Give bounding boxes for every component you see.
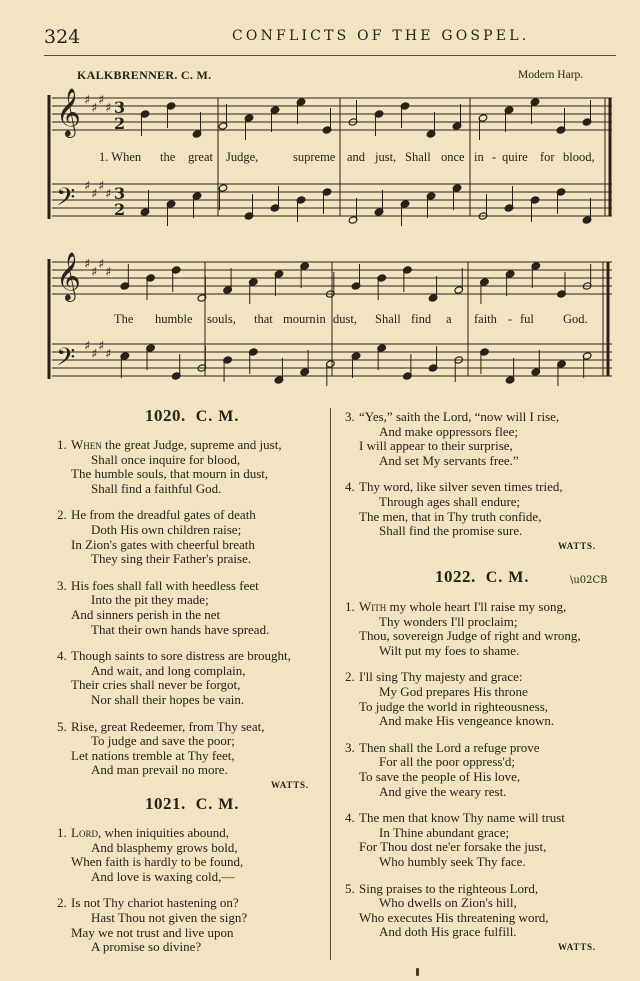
verse bbox=[345, 670, 554, 728]
lyric-word: great bbox=[188, 150, 213, 164]
system-1-bass-key-sharp: ♯ bbox=[84, 179, 91, 194]
lyric-word: Judge, bbox=[226, 150, 259, 164]
verse-line bbox=[345, 454, 559, 469]
verse-text: And blasphemy grows bold, bbox=[91, 839, 238, 855]
system-1-bass-key-sharp: ♯ bbox=[91, 187, 98, 202]
verse-number: 2. bbox=[345, 669, 355, 685]
verse-text: My God prepares His throne bbox=[379, 683, 528, 699]
lyric-word: Shall bbox=[405, 150, 431, 164]
system-2-treble-key-sharp: ♯ bbox=[84, 257, 91, 272]
verse-line bbox=[57, 870, 243, 885]
lyric-word: 1. When bbox=[99, 150, 142, 164]
system-1-treble-time-top: 3 bbox=[114, 98, 126, 117]
verse-line bbox=[57, 467, 282, 482]
verse-line bbox=[57, 826, 243, 841]
lyric-word: ful bbox=[520, 312, 534, 326]
verse-line bbox=[57, 664, 291, 679]
print-mark-bottom bbox=[416, 968, 419, 976]
hymn-author: WATTS. bbox=[558, 942, 596, 952]
verse bbox=[57, 438, 282, 496]
verse-text: His foes shall fall with heedless feet bbox=[71, 577, 259, 593]
verse-text: And love is waxing cold,— bbox=[91, 868, 235, 884]
verse-number: 3. bbox=[345, 409, 355, 424]
verse-first-word: When bbox=[71, 437, 102, 452]
verse-line bbox=[345, 615, 581, 630]
running-title: CONFLICTS OF THE GOSPEL. bbox=[232, 28, 530, 44]
verse-text: my whole heart I'll raise my song, bbox=[389, 599, 567, 614]
system-1-treble-key-sharp: ♯ bbox=[84, 93, 91, 108]
verse-text: Nor shall their hopes be vain. bbox=[91, 691, 245, 707]
verse-number: 4. bbox=[345, 479, 355, 495]
verse-text: “Yes,” saith the Lord, “now will I rise, bbox=[359, 409, 560, 424]
system-2-bass-key-sharp: ♯ bbox=[91, 347, 98, 362]
verse-line bbox=[57, 579, 269, 594]
lyric-word: humble bbox=[155, 312, 193, 326]
verse-text: Shall once inquire for blood, bbox=[91, 451, 241, 467]
hymn-meter: C. M. bbox=[195, 796, 240, 813]
verse-text: And set My servants free.” bbox=[379, 452, 519, 468]
bass-clef-icon: 𝄢 bbox=[56, 183, 76, 218]
verse-text: May we not trust and live upon bbox=[71, 924, 234, 940]
hymn-number: 1022. bbox=[435, 567, 476, 586]
lyric-word: supreme bbox=[293, 150, 336, 164]
verse-line bbox=[57, 896, 247, 911]
verse bbox=[345, 811, 565, 869]
verse-text: When faith is hardly to be found, bbox=[71, 854, 244, 870]
system-2-bass-key-sharp: ♯ bbox=[84, 339, 91, 354]
verse-line bbox=[57, 538, 256, 553]
verse-line bbox=[345, 911, 549, 926]
lyric-word: the bbox=[160, 150, 176, 164]
verse-text: Sing praises to the righteous Lord, bbox=[359, 880, 539, 896]
verse-text: Doth His own children raise; bbox=[91, 521, 242, 537]
page-number: 324 bbox=[44, 26, 81, 48]
print-mark: \u02CB bbox=[570, 575, 608, 586]
system-2-bass-key-sharp: ♯ bbox=[98, 339, 105, 354]
verse-text: Their cries shall never be forgot, bbox=[71, 677, 241, 693]
verse-text: Shall find a faithful God. bbox=[91, 480, 222, 496]
verse-line bbox=[57, 623, 269, 638]
verse-line bbox=[345, 855, 565, 870]
verse-line bbox=[345, 770, 539, 785]
verse-line bbox=[345, 439, 559, 454]
verse-first-word: Lord, bbox=[71, 825, 102, 840]
system-1-bass-key-sharp: ♯ bbox=[98, 179, 105, 194]
hymn-author: WATTS. bbox=[271, 780, 309, 790]
verse-text: In Zion's gates with cheerful breath bbox=[71, 536, 255, 552]
verse bbox=[57, 896, 247, 954]
system-1-bass-key-sharp: ♯ bbox=[105, 187, 112, 202]
system-1-treble-key-sharp: ♯ bbox=[105, 101, 112, 116]
verse-line bbox=[345, 510, 563, 525]
verse-line bbox=[345, 755, 539, 770]
verse-text: And sinners perish in the net bbox=[71, 606, 221, 622]
verse-text: Then shall the Lord a refuge prove bbox=[359, 739, 540, 755]
system-2-treble-key-sharp: ♯ bbox=[105, 265, 112, 280]
lyric-word: The bbox=[114, 312, 134, 326]
verse-line bbox=[57, 508, 256, 523]
verse-number: 2. bbox=[57, 507, 67, 523]
verse-text: The men, that in Thy truth confide, bbox=[359, 508, 542, 524]
lyric-word: blood, bbox=[563, 150, 595, 164]
lyric-word: just, bbox=[375, 150, 397, 164]
lyric-word: souls, bbox=[207, 312, 236, 326]
verse-text: Into the pit they made; bbox=[91, 592, 209, 608]
verse-line bbox=[57, 734, 264, 749]
bass-clef-icon: 𝄢 bbox=[56, 343, 76, 378]
verse-number: 4. bbox=[57, 648, 67, 664]
verse-text: Wilt put my foes to shame. bbox=[379, 642, 520, 658]
system-1-bass-time-top: 3 bbox=[114, 184, 126, 203]
verse bbox=[57, 579, 269, 637]
treble-clef-icon: 𝄞 bbox=[56, 87, 81, 136]
verse-number: 5. bbox=[345, 880, 355, 896]
verse-text: To save the people of His love, bbox=[359, 768, 521, 784]
hymn-meter: C. M. bbox=[485, 569, 530, 586]
lyric-word: once bbox=[441, 150, 465, 164]
verse-line bbox=[345, 524, 563, 539]
verse-text: Who executes His threatening word, bbox=[359, 909, 549, 925]
verse-text: And man prevail no more. bbox=[91, 762, 228, 778]
hymn-heading bbox=[145, 406, 239, 426]
verse-text: And make His vengeance known. bbox=[379, 713, 555, 729]
verse-line bbox=[345, 925, 549, 940]
verse-line bbox=[57, 482, 282, 497]
verse-text: Shall find the promise sure. bbox=[379, 523, 523, 539]
verse-number: 4. bbox=[345, 810, 355, 826]
verse-number: 3. bbox=[345, 739, 355, 755]
system-2-treble-key-sharp: ♯ bbox=[98, 257, 105, 272]
tune-source: Modern Harp. bbox=[518, 69, 584, 81]
verse-line bbox=[345, 670, 554, 685]
verse-number: 1. bbox=[57, 825, 67, 840]
verse-text: I'll sing Thy majesty and grace: bbox=[359, 669, 523, 685]
verse bbox=[345, 480, 563, 538]
verse-text: Is not Thy chariot hastening on? bbox=[71, 895, 239, 911]
verse bbox=[57, 649, 291, 707]
verse-text: And wait, and long complain, bbox=[91, 662, 246, 678]
verse-number: 1. bbox=[345, 599, 355, 614]
verse-line bbox=[57, 911, 247, 926]
lyric-word: mourn bbox=[283, 312, 316, 326]
verse bbox=[57, 720, 264, 778]
verse-line bbox=[345, 480, 563, 495]
hymn-author: WATTS. bbox=[558, 540, 596, 551]
verse bbox=[57, 508, 256, 566]
lyric-word: and bbox=[347, 150, 366, 164]
lyric-word: a bbox=[446, 312, 452, 326]
verse-text: Thou, sovereign Judge of right and wrong, bbox=[359, 628, 581, 644]
verse-text: Though saints to sore distress are brought, bbox=[71, 648, 291, 664]
verse-line bbox=[345, 714, 554, 729]
hymn-heading bbox=[145, 794, 239, 814]
lyric-word: God. bbox=[563, 312, 588, 326]
verse-line bbox=[57, 593, 269, 608]
verse-line bbox=[345, 600, 581, 615]
lyric-word: in bbox=[316, 312, 326, 326]
system-1-bass-time-bottom: 2 bbox=[114, 200, 126, 219]
verse-text: Who humbly seek Thy face. bbox=[379, 853, 526, 869]
system-1-treble-key-sharp: ♯ bbox=[91, 101, 98, 116]
verse-line bbox=[57, 649, 291, 664]
hymn-meter: C. M. bbox=[195, 408, 240, 425]
verse-line bbox=[57, 608, 269, 623]
tune-name: KALKBRENNER. C. M. bbox=[77, 68, 212, 82]
verse-text: Let nations tremble at Thy feet, bbox=[71, 747, 235, 763]
verse-line bbox=[345, 896, 549, 911]
lyric-word: - bbox=[492, 150, 497, 164]
verse-line bbox=[345, 410, 559, 425]
verse-line bbox=[345, 495, 563, 510]
verse-line bbox=[57, 841, 243, 856]
verse-line bbox=[345, 840, 565, 855]
lyric-word: Shall bbox=[375, 312, 401, 326]
verse-line bbox=[345, 741, 539, 756]
system-2-bass-key-sharp: ♯ bbox=[105, 347, 112, 362]
verse-line bbox=[57, 763, 264, 778]
verse-text: For all the poor oppress'd; bbox=[379, 754, 515, 770]
verse-text: when iniquities abound, bbox=[104, 825, 230, 840]
verse-first-word: With bbox=[359, 599, 387, 614]
verse-line bbox=[57, 453, 282, 468]
verse-text: They sing their Father's praise. bbox=[91, 551, 252, 567]
verse-number: 1. bbox=[57, 437, 67, 452]
verse-line bbox=[57, 720, 264, 735]
verse-text: I will appear to their surprise, bbox=[359, 438, 513, 454]
verse-line bbox=[57, 940, 247, 955]
lyric-word: for bbox=[540, 150, 555, 164]
verse-text: To judge the world in righteousness, bbox=[359, 698, 549, 714]
verse-number: 3. bbox=[57, 577, 67, 593]
verse-text: To judge and save the poor; bbox=[91, 733, 235, 749]
hymn-number: 1021. bbox=[145, 794, 186, 813]
verse-text: And make oppressors flee; bbox=[379, 423, 518, 439]
column-divider bbox=[330, 408, 331, 960]
verse-line bbox=[345, 644, 581, 659]
verse-text: The humble souls, that mourn in dust, bbox=[71, 466, 269, 482]
verse-line bbox=[57, 749, 264, 764]
verse bbox=[345, 410, 559, 468]
verse bbox=[345, 600, 581, 658]
verse-text: the great Judge, supreme and just, bbox=[105, 437, 282, 452]
verse-line bbox=[345, 785, 539, 800]
lyric-word: faith bbox=[474, 312, 497, 326]
verse-text: That their own hands have spread. bbox=[91, 621, 270, 637]
hymn-heading bbox=[435, 567, 529, 587]
verse-line bbox=[345, 700, 554, 715]
hymn-number: 1020. bbox=[145, 406, 186, 425]
lyric-word: that bbox=[254, 312, 273, 326]
verse-text: He from the dreadful gates of death bbox=[71, 507, 256, 523]
verse-line bbox=[57, 926, 247, 941]
lyric-word: - bbox=[508, 312, 513, 326]
verse-line bbox=[57, 678, 291, 693]
verse-line bbox=[57, 693, 291, 708]
verse-text: And doth His grace fulfill. bbox=[379, 924, 517, 940]
verse-line bbox=[345, 811, 565, 826]
verse-line bbox=[345, 629, 581, 644]
lyric-word: in bbox=[474, 150, 484, 164]
verse-text: Hast Thou not given the sign? bbox=[91, 909, 248, 925]
music-score bbox=[0, 0, 640, 400]
verse-line bbox=[345, 882, 549, 897]
verse-text: The men that know Thy name will trust bbox=[359, 810, 565, 826]
verse-text: And give the weary rest. bbox=[379, 783, 507, 799]
verse bbox=[345, 882, 549, 940]
verse-text: Thy wonders I'll proclaim; bbox=[379, 613, 518, 629]
lyric-word: dust, bbox=[333, 312, 357, 326]
verse-line bbox=[345, 826, 565, 841]
verse-text: Rise, great Redeemer, from Thy seat, bbox=[71, 718, 265, 734]
verse-line bbox=[345, 685, 554, 700]
verse-number: 5. bbox=[57, 718, 67, 734]
verse-line bbox=[57, 523, 256, 538]
verse-text: A promise so divine? bbox=[91, 939, 202, 955]
treble-clef-icon: 𝄞 bbox=[56, 251, 81, 300]
verse-line bbox=[57, 855, 243, 870]
lyric-word: find bbox=[411, 312, 432, 326]
verse-line bbox=[57, 552, 256, 567]
verse-number: 2. bbox=[57, 895, 67, 911]
verse-text: Who dwells on Zion's hill, bbox=[379, 895, 517, 911]
lyric-word: quire bbox=[502, 150, 528, 164]
verse-line bbox=[345, 425, 559, 440]
verse-text: Thy word, like silver seven times tried, bbox=[359, 479, 563, 495]
verse-text: For Thou dost ne'er forsake the just, bbox=[359, 839, 547, 855]
system-1-treble-time-bottom: 2 bbox=[114, 114, 126, 133]
verse-text: Through ages shall endure; bbox=[379, 493, 521, 509]
verse-line bbox=[57, 438, 282, 453]
verse bbox=[57, 826, 243, 884]
system-1-treble-key-sharp: ♯ bbox=[98, 93, 105, 108]
system-2-treble-key-sharp: ♯ bbox=[91, 265, 98, 280]
verse bbox=[345, 741, 539, 799]
verse-text: In Thine abundant grace; bbox=[379, 824, 510, 840]
